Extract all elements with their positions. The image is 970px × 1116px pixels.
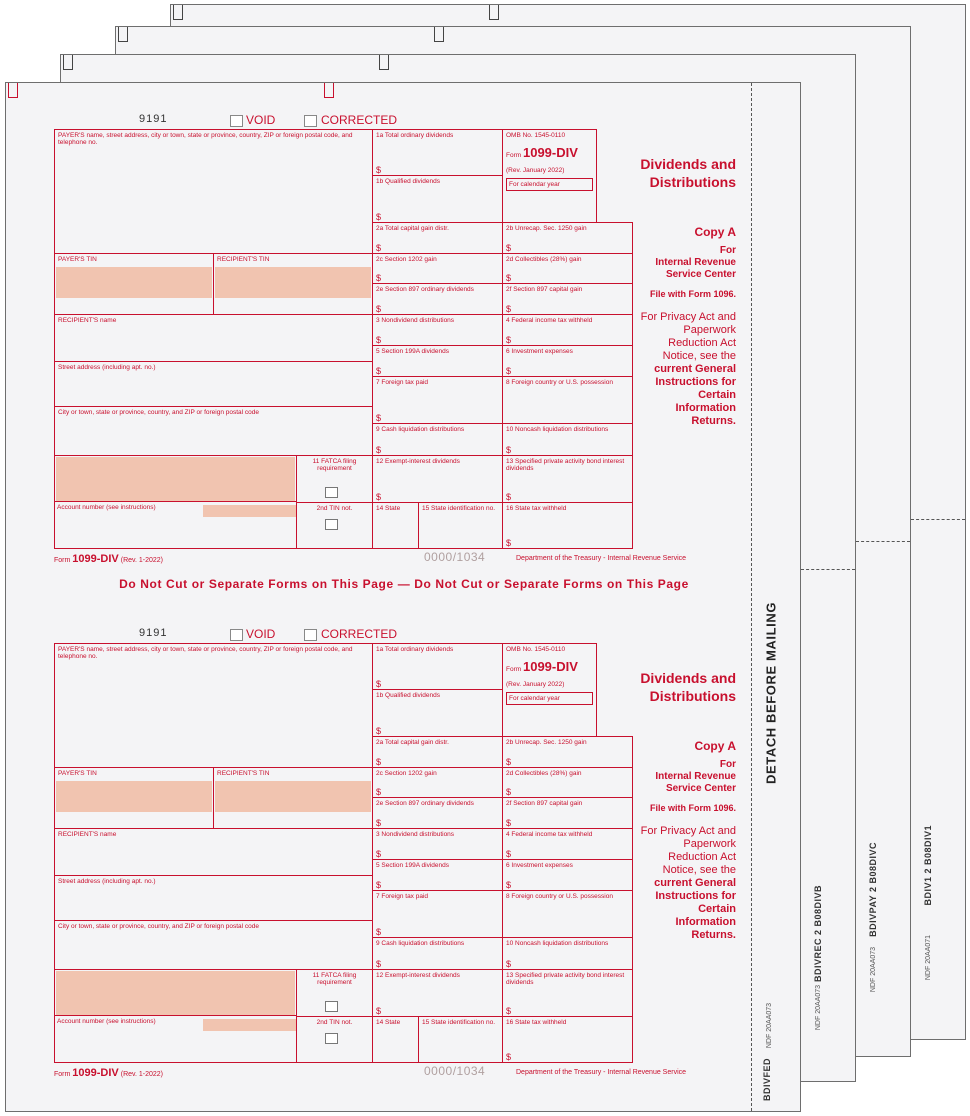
dollar-sign: $ [506,849,512,859]
stub-small-code: NDF 20AA073 [815,985,822,1031]
box-2f-label: 2f Section 897 capital gain [506,286,583,293]
box-4[interactable] [502,828,633,860]
box-9-label: 9 Cash liquidation distributions [376,940,465,947]
copy-a-label: Copy A [694,225,736,239]
payer-name-field[interactable] [54,129,373,254]
copy-for: For [719,245,736,256]
payer-tin-shade [56,267,212,298]
void-label: VOID [246,627,276,641]
stub-code: BDIVFED [762,1058,772,1102]
box-16-label: 16 State tax withheld [506,1019,567,1026]
sheet-copy-a [5,82,801,1112]
box-9[interactable] [372,937,503,970]
box-9[interactable] [372,423,503,456]
box-2b-label: 2b Unrecap. Sec. 1250 gain [506,739,587,746]
box-8-label: 8 Foreign country or U.S. possession [506,379,613,386]
title-line-2: Distributions [649,688,736,704]
dollar-sign: $ [376,165,382,175]
second-tin-checkbox[interactable] [325,519,338,530]
copy-irs-center: Internal Revenue Service Center [655,771,736,794]
dollar-sign: $ [376,679,382,689]
box-12[interactable] [372,455,503,503]
payer-name-label: PAYER'S name, street address, city or town, state or province, country, ZIP or foreign postal code, and telephone no. [58,132,353,146]
footer-form-name: 1099-DIV [72,1067,119,1079]
sheet-tab [379,55,389,70]
box-2a-label: 2a Total capital gain distr. [376,225,449,232]
footer-form-name: 1099-DIV [72,553,119,565]
account-number-label: Account number (see instructions) [57,504,156,511]
corrected-label: CORRECTED [321,113,398,127]
box-1a-label: 1a Total ordinary dividends [376,646,454,653]
recipient-name-field[interactable] [54,314,373,362]
box-7-label: 7 Foreign tax paid [376,379,429,386]
payer-tin-label: PAYER'S TIN [58,770,97,777]
dollar-sign: $ [506,366,512,376]
footer-code: 0000/1034 [424,550,486,564]
box-12[interactable] [372,969,503,1017]
form-control-number: 9191 [139,113,168,125]
recipient-tin-label: RECIPIENT'S TIN [217,256,270,263]
city-state-label: City or town, state or province, country, and ZIP or foreign postal code [58,923,259,930]
box-2d[interactable] [502,253,633,284]
dollar-sign: $ [506,818,512,828]
box-2b-label: 2b Unrecap. Sec. 1250 gain [506,225,587,232]
payer-tin-shade [56,781,212,812]
account-shade [56,457,295,502]
box-3[interactable] [372,828,503,860]
dollar-sign: $ [376,304,382,314]
box-1b-label: 1b Qualified dividends [376,178,440,185]
revision-date: (Rev. January 2022) [506,167,565,174]
box-16[interactable] [502,1016,633,1063]
void-label: VOID [246,113,276,127]
box-2e-label: 2e Section 897 ordinary dividends [376,800,474,807]
box-5[interactable] [372,859,503,891]
dollar-sign: $ [506,1006,512,1016]
copy-for: For [719,759,736,770]
footer-department: Department of the Treasury - Internal Revenue Service [516,555,687,562]
form-footer-left [54,553,163,565]
omb-number: OMB No. 1545-0110 [506,132,566,139]
box-10[interactable] [502,937,633,970]
stub-small-code: NDF 20AA073 [766,1003,773,1049]
dollar-sign: $ [376,818,382,828]
box-1a[interactable] [372,643,503,690]
dollar-sign: $ [506,959,512,969]
box-7[interactable] [372,890,503,938]
dollar-sign: $ [376,445,382,455]
dollar-sign: $ [376,273,382,283]
box-13[interactable] [502,969,633,1017]
box-6[interactable] [502,345,633,377]
box-1b-label: 1b Qualified dividends [376,692,440,699]
box-6-label: 6 Investment expenses [506,348,573,355]
dollar-sign: $ [506,787,512,797]
payer-name-field[interactable] [54,643,373,768]
detach-perforation [751,83,752,1111]
form-name: 1099-DIV [522,145,578,160]
street-address-label: Street address (including apt. no.) [58,364,156,371]
dollar-sign: $ [506,1052,512,1062]
box-14[interactable] [372,502,419,549]
dollar-sign: $ [376,366,382,376]
privacy-notice-bold: current General Instructions for Certain Information Returns. [654,877,736,941]
privacy-notice-bold: current General Instructions for Certain Information Returns. [654,363,736,427]
file-with-1096: File with Form 1096. [649,803,736,813]
form-title [604,669,736,705]
dollar-sign: $ [376,243,382,253]
box-2a-label: 2a Total capital gain distr. [376,739,449,746]
box-6-label: 6 Investment expenses [506,862,573,869]
box-8[interactable] [502,376,633,424]
box-10-label: 10 Noncash liquidation distributions [506,940,609,947]
dollar-sign: $ [506,273,512,283]
box-1b[interactable] [372,175,503,223]
box-1b[interactable] [372,689,503,737]
box-2b[interactable] [502,222,633,254]
footer-revision: (Rev. 1-2022) [120,1071,164,1078]
fatca-label: 11 FATCA filing requirement [312,972,357,986]
second-tin-checkbox[interactable] [325,1033,338,1044]
dollar-sign: $ [376,335,382,345]
dollar-sign: $ [506,492,512,502]
box-12-label: 12 Exempt-interest dividends [376,972,460,979]
dollar-sign: $ [376,787,382,797]
box-9-label: 9 Cash liquidation distributions [376,426,465,433]
box-13[interactable] [502,455,633,503]
dollar-sign: $ [376,927,382,937]
dollar-sign: $ [376,212,382,222]
sheet-tab [173,5,183,20]
account-number-shade [203,505,297,517]
copy-a-panel [638,225,736,428]
corrected-checkbox[interactable] [304,629,317,641]
box-4-label: 4 Federal income tax withheld [506,317,593,324]
fatca-checkbox[interactable] [325,487,338,498]
omb-number: OMB No. 1545-0110 [506,646,566,653]
recipient-name-label: RECIPIENT'S name [58,317,117,324]
box-16[interactable] [502,502,633,549]
box-8-label: 8 Foreign country or U.S. possession [506,893,613,900]
sheet-tab [434,27,444,42]
recipient-name-field[interactable] [54,828,373,876]
box-13-label: 13 Specified private activity bond interest dividends [506,458,625,472]
box-2b[interactable] [502,736,633,768]
copy-a-label: Copy A [694,739,736,753]
omb-box [502,643,597,737]
box-10[interactable] [502,423,633,456]
city-state-field[interactable] [54,406,373,456]
form-prefix: Form [506,666,522,673]
form-name: 1099-DIV [522,659,578,674]
recipient-name-label: RECIPIENT'S name [58,831,117,838]
box-5-label: 5 Section 199A dividends [376,862,449,869]
copy-irs-center: Internal Revenue Service Center [655,257,736,280]
recipient-tin-label: RECIPIENT'S TIN [217,770,270,777]
perforation-line [856,541,910,542]
perforation-line [801,569,855,570]
stub-code: BDIV1 2 B08DIV1 [923,825,933,906]
box-7-label: 7 Foreign tax paid [376,893,429,900]
street-address-field[interactable] [54,361,373,407]
box-2c[interactable] [372,253,503,284]
box-5-label: 5 Section 199A dividends [376,348,449,355]
box-5[interactable] [372,345,503,377]
dollar-sign: $ [376,413,382,423]
box-2e[interactable] [372,797,503,829]
do-not-cut-warning: Do Not Cut or Separate Forms on This Page — Do Not Cut or Separate Forms on This Page [119,577,689,591]
footer-department: Department of the Treasury - Internal Revenue Service [516,1069,687,1076]
sheet-tab [489,5,499,20]
calendar-year-field[interactable]: For calendar year [506,692,593,705]
dollar-sign: $ [506,304,512,314]
account-number-shade [203,1019,297,1031]
box-15[interactable] [418,1016,503,1063]
stub-code: BDIVREC 2 B08DIVB [813,885,823,983]
stub-small-code: NDF 20AA071 [925,935,932,981]
city-state-field[interactable] [54,920,373,970]
fatca-label: 11 FATCA filing requirement [312,458,357,472]
title-line-1: Dividends and [640,670,736,686]
second-tin-label: 2nd TIN not. [316,1019,353,1026]
dollar-sign: $ [376,757,382,767]
privacy-notice: For Privacy Act and Paperwork Reduction Act Notice, see the [640,311,736,362]
dollar-sign: $ [506,757,512,767]
sheet-tab [63,55,73,70]
second-tin-label: 2nd TIN not. [316,505,353,512]
box-2f-label: 2f Section 897 capital gain [506,800,583,807]
title-line-2: Distributions [649,174,736,190]
detach-label: DETACH BEFORE MAILING [763,601,779,785]
payer-tin-label: PAYER'S TIN [58,256,97,263]
form-title [604,155,736,191]
box-16-label: 16 State tax withheld [506,505,567,512]
box-7[interactable] [372,376,503,424]
omb-box [502,129,597,223]
dollar-sign: $ [376,492,382,502]
form-1099-div [6,597,746,1079]
box-15-label: 15 State identification no. [422,505,495,512]
box-15[interactable] [418,502,503,549]
street-address-label: Street address (including apt. no.) [58,878,156,885]
recipient-tin-shade [215,267,371,298]
box-2c[interactable] [372,767,503,798]
void-checkbox[interactable] [230,115,243,127]
box-6[interactable] [502,859,633,891]
account-number-label: Account number (see instructions) [57,1018,156,1025]
calendar-year-field[interactable]: For calendar year [506,178,593,191]
file-with-1096: File with Form 1096. [649,289,736,299]
box-2d-label: 2d Collectibles (28%) gain [506,770,582,777]
box-2e-label: 2e Section 897 ordinary dividends [376,286,474,293]
box-2c-label: 2c Section 1202 gain [376,770,437,777]
dollar-sign: $ [376,726,382,736]
box-2f[interactable] [502,283,633,315]
box-8[interactable] [502,890,633,938]
box-14-label: 14 State [376,1019,401,1026]
payer-name-label: PAYER'S name, street address, city or town, state or province, country, ZIP or foreign postal code, and telephone no. [58,646,353,660]
dollar-sign: $ [506,538,512,548]
box-2e[interactable] [372,283,503,315]
box-15-label: 15 State identification no. [422,1019,495,1026]
dollar-sign: $ [376,1006,382,1016]
stub-code: BDIVPAY 2 B08DIVC [868,842,878,937]
dollar-sign: $ [376,849,382,859]
void-checkbox[interactable] [230,629,243,641]
box-13-label: 13 Specified private activity bond interest dividends [506,972,625,986]
fatca-checkbox[interactable] [325,1001,338,1012]
account-shade [56,971,295,1016]
box-1a[interactable] [372,129,503,176]
form-control-number: 9191 [139,627,168,639]
box-3-label: 3 Nondividend distributions [376,317,455,324]
city-state-label: City or town, state or province, country, and ZIP or foreign postal code [58,409,259,416]
footer-form-prefix: Form [54,557,71,564]
dollar-sign: $ [506,445,512,455]
dollar-sign: $ [376,959,382,969]
form-1099-div [6,83,746,565]
box-12-label: 12 Exempt-interest dividends [376,458,460,465]
stub-small-code: NDF 20AA073 [870,947,877,993]
footer-revision: (Rev. 1-2022) [120,557,164,564]
copy-a-panel [638,739,736,942]
box-2f[interactable] [502,797,633,829]
box-10-label: 10 Noncash liquidation distributions [506,426,609,433]
box-2a[interactable] [372,736,503,768]
box-2d[interactable] [502,767,633,798]
box-4[interactable] [502,314,633,346]
revision-date: (Rev. January 2022) [506,681,565,688]
street-address-field[interactable] [54,875,373,921]
dollar-sign: $ [506,880,512,890]
box-3[interactable] [372,314,503,346]
title-line-1: Dividends and [640,156,736,172]
sheet-tab [118,27,128,42]
corrected-label: CORRECTED [321,627,398,641]
form-footer-left [54,1067,163,1079]
box-4-label: 4 Federal income tax withheld [506,831,593,838]
dollar-sign: $ [506,243,512,253]
box-3-label: 3 Nondividend distributions [376,831,455,838]
perforation-line [911,519,965,520]
dollar-sign: $ [376,880,382,890]
box-2c-label: 2c Section 1202 gain [376,256,437,263]
privacy-notice: For Privacy Act and Paperwork Reduction Act Notice, see the [640,825,736,876]
box-14[interactable] [372,1016,419,1063]
dollar-sign: $ [506,335,512,345]
form-prefix: Form [506,152,522,159]
box-2a[interactable] [372,222,503,254]
recipient-tin-shade [215,781,371,812]
box-14-label: 14 State [376,505,401,512]
footer-code: 0000/1034 [424,1064,486,1078]
box-2d-label: 2d Collectibles (28%) gain [506,256,582,263]
corrected-checkbox[interactable] [304,115,317,127]
footer-form-prefix: Form [54,1071,71,1078]
box-1a-label: 1a Total ordinary dividends [376,132,454,139]
